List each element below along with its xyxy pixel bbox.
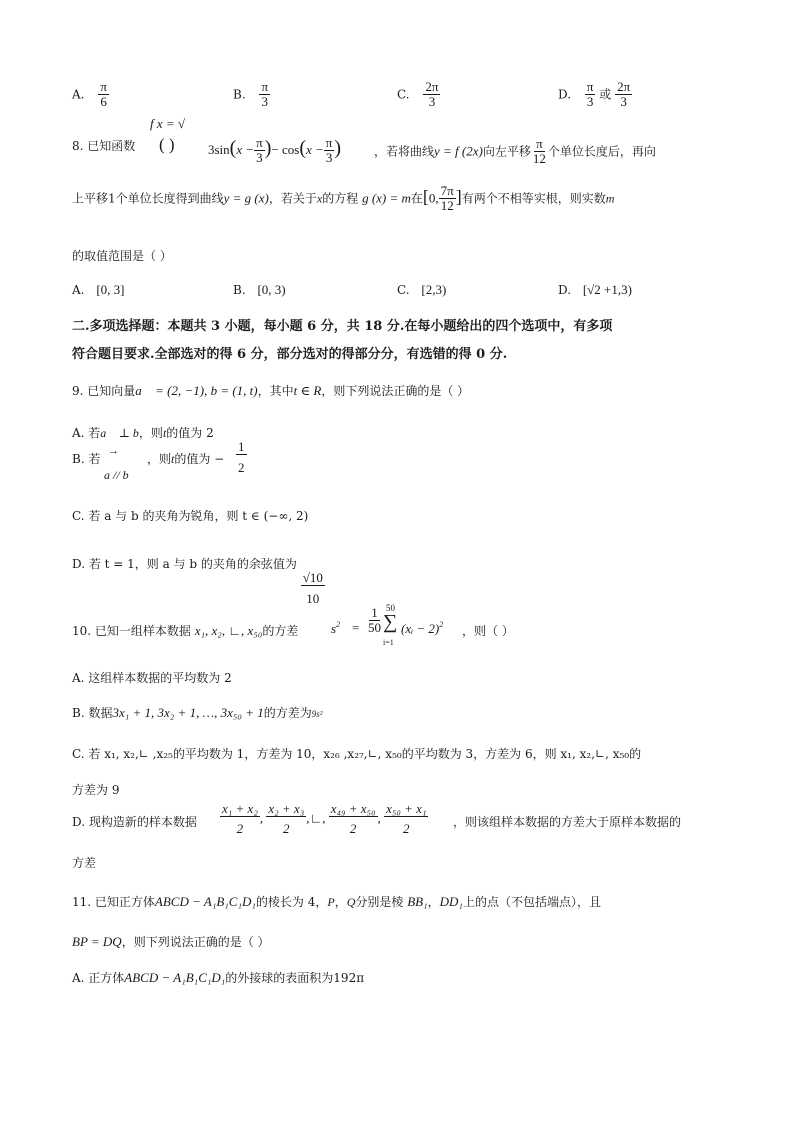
fraction (439, 184, 456, 214)
option-letter: C. (397, 87, 410, 102)
option-value: [√2 +1,3) (582, 282, 632, 297)
text: 分别是棱 (355, 895, 404, 909)
q8-line3: 的取值范围是（ ） (72, 249, 172, 263)
option-letter: D. (558, 87, 572, 102)
text: ，则 (138, 426, 163, 440)
fraction-denominator: 3 (256, 150, 263, 166)
fraction-denominator: 3 (325, 150, 333, 166)
func-lhs: f x = √ (150, 116, 186, 131)
three-sin: 3sin (208, 141, 230, 157)
separator: , (306, 810, 310, 826)
fraction-numerator: 2π (617, 79, 631, 94)
fraction-denominator: 2 (403, 821, 410, 837)
sum-term: (xᵢ − 2) (401, 621, 440, 636)
q11-option-a (72, 969, 364, 986)
fraction-denominator: 2 (236, 821, 244, 837)
fraction (259, 80, 270, 110)
option-letter: A. (72, 87, 85, 102)
fraction (531, 137, 548, 167)
q7-option-b (233, 80, 270, 110)
q10-option-c-line2: 方差为 9 (72, 783, 120, 797)
fraction-numerator: x₁ + x₂ (222, 801, 258, 816)
option-value: [0, 3] (96, 282, 125, 297)
fraction-denominator: 3 (586, 94, 594, 110)
q11-line2 (72, 933, 270, 950)
s-squared (331, 620, 340, 637)
section-heading-line2: 符合题目要求.全部选对的得 6 分，部分选对的得部分分，有选错的得 0 分. (72, 347, 508, 362)
question-intro: 已知函数 (87, 139, 136, 153)
vector-arrow: → (108, 445, 119, 457)
sum-lower: i=1 (383, 638, 394, 647)
variable: m (605, 191, 615, 206)
text: ， (334, 895, 347, 909)
fraction-denominator: 12 (532, 151, 546, 167)
ellipsis: ∟ (309, 810, 323, 826)
equation: g (x) = m (362, 190, 411, 206)
text: ，若关于 (268, 191, 317, 206)
fraction-numerator: 1 (238, 439, 245, 454)
text: 个单位长度后，再向 (547, 144, 656, 159)
vector-defs: a⃗ = (2, −1), b = (1, t) (135, 383, 258, 398)
text: 向左平移 (482, 144, 531, 159)
text: 的外接球的表面积为192π (225, 971, 365, 985)
fraction (585, 80, 596, 110)
q11-line1 (72, 893, 601, 910)
question-number: 8. (72, 139, 84, 153)
q7-option-d (558, 80, 632, 110)
q8-option-d (558, 282, 632, 298)
exponent: 2 (336, 620, 341, 629)
text: ，则下列说法正确的是（ ） (321, 384, 470, 398)
fraction-denominator: 2 (283, 821, 290, 837)
fraction (329, 802, 378, 837)
func-parens: ( ) (159, 135, 175, 154)
fraction-denominator: 50 (368, 620, 381, 636)
option-value: [0, 3) (257, 282, 286, 297)
fraction (98, 80, 109, 110)
q8-option-c (397, 282, 446, 298)
text: B. 数据 (72, 706, 113, 720)
equals: = (352, 620, 360, 635)
fraction (384, 802, 428, 837)
q10-option-d-line2: 方差 (72, 856, 97, 870)
text: ，则 (147, 452, 172, 466)
separator: , (377, 810, 381, 826)
fraction-denominator: 3 (261, 94, 268, 110)
fraction-denominator: 3 (620, 94, 627, 110)
text: 有两个不相等实根，则实数 (461, 191, 606, 206)
q9-option-c: C. 若 a 与 b 的夹角为锐角，则 t ∈ (−∞, 2) (72, 509, 309, 523)
q8-option-b (233, 282, 286, 298)
edge-bb1: BB₁ (407, 894, 428, 909)
text: 9. 已知向量 (72, 384, 136, 398)
q10-option-d-end: ，则该组样本数据的方差大于原样本数据的 (453, 815, 682, 829)
separator: , (259, 810, 264, 826)
fraction-numerator: x₄₉ + x₅₀ (330, 801, 376, 816)
variable: x (316, 191, 323, 206)
q10-option-d-fracs (220, 802, 428, 837)
fraction-numerator: π (586, 79, 594, 94)
or-connector: 或 (599, 87, 612, 102)
q10-option-c-line1: C. 若 x₁, x₂,∟ ,x₂₅的平均数为 1，方差为 10，x₂₆ ,x₂₇,∟, x₅₀的平均数为 3，方差为 6，则 x₁, x₂,∟, x₅₀的 (72, 747, 642, 761)
text: 的棱长为 4， (255, 895, 328, 909)
q9-stem (72, 382, 469, 399)
text: ， (427, 895, 440, 909)
variable: t (162, 426, 167, 440)
q8-option-a (72, 282, 124, 298)
point-p: P (327, 895, 335, 909)
fraction (236, 440, 247, 476)
text: 上平移1个单位长度得到曲线 (72, 191, 224, 206)
fraction-numerator: √10 (302, 570, 323, 585)
text: B. 若 (72, 452, 101, 466)
fraction-numerator: x₂ + x₃ (268, 801, 305, 816)
text: ，其中 (257, 384, 294, 398)
inner-x-2: x − (305, 141, 324, 157)
s-symbol: s (331, 621, 337, 636)
text: A. 若 (72, 426, 101, 440)
q7-option-a (72, 80, 109, 110)
fraction-denominator: 10 (306, 591, 320, 607)
fraction (266, 802, 306, 837)
text: 的值为 2 (166, 426, 214, 440)
option-value: [2,3) (421, 282, 447, 297)
sum-body (401, 620, 443, 637)
fraction-numerator: 2π (425, 79, 439, 94)
data-list: x₁, x₂, ∟, x₅₀ (194, 623, 263, 638)
text: 的方差 (262, 624, 299, 638)
text: 的方程 (322, 191, 359, 206)
func-body: 3sin(x − $\frac{\pi}{3}$ )− cos(x − $\frac{\pi}{3}$ ) (208, 135, 342, 166)
cube-name: ABCD − A₁B₁C₁D₁ (154, 894, 256, 909)
fraction-denominator: 2 (349, 821, 357, 837)
fraction (254, 136, 265, 166)
fraction-denominator: 6 (100, 94, 107, 110)
inner-x: x − (236, 141, 255, 157)
text: ，若将曲线 (374, 144, 435, 159)
text: 的方差为 (263, 706, 312, 720)
q10-option-b (72, 704, 322, 721)
text: A. 正方体 (72, 971, 125, 985)
separator: , (322, 810, 326, 826)
fraction (220, 802, 260, 837)
fraction (423, 80, 440, 110)
math: 3x₁ + 1, 3x₂ + 1, …, 3x₅₀ + 1 (112, 705, 264, 720)
q10-option-d-prefix: D. 现构造新的样本数据 (72, 815, 197, 829)
math-value: 9s² (311, 709, 323, 719)
edge-dd1: DD₁ (439, 894, 463, 909)
q8-line2: 上平移1个单位长度得到曲线y = g (x)，若关于x的方程 g (x) = m在[0, $\frac{7\pi}{12}$ ]有两个不相等实根，则实数m (72, 183, 615, 214)
exponent: 2 (439, 620, 444, 629)
fraction-numerator: x₅₀ + x₁ (386, 801, 427, 816)
q7-option-c (397, 80, 440, 110)
parallel-math: a // b (104, 468, 129, 482)
sum-upper: 50 (386, 603, 395, 613)
fraction (366, 606, 383, 636)
text: 11. 已知正方体 (72, 895, 155, 909)
text: 上的点（不包括端点），且 (462, 895, 601, 909)
curve-formula: y = f (2x) (434, 143, 483, 159)
point-q: Q (346, 895, 356, 909)
option-letter: B. (233, 283, 246, 297)
fraction-numerator: π (100, 79, 107, 94)
text: 的值为 − (174, 452, 225, 466)
q8-intro (72, 137, 135, 154)
sum-symbol: ∑ (383, 611, 398, 633)
q9-option-a (72, 424, 214, 441)
q9-option-d (72, 555, 325, 607)
minus-cos: − cos (271, 141, 300, 157)
fraction-denominator: 2 (238, 460, 245, 476)
text: D. 若 t = 1，则 a 与 b 的夹角的余弦值为 (72, 557, 297, 571)
text: 10. 已知一组样本数据 (72, 624, 191, 638)
cube-name: ABCD − A₁B₁C₁D₁ (124, 970, 226, 985)
q9-option-b-rest (147, 450, 224, 467)
fraction-denominator: 3 (428, 94, 436, 110)
q8-line1-rest (374, 137, 656, 167)
condition: t ∈ R (293, 383, 322, 398)
text: ，则下列说法正确的是（ ） (121, 935, 270, 949)
q10-stem-end: ，则（ ） (462, 624, 514, 638)
math: a⃗ ⊥ b (100, 426, 139, 440)
option-letter: C. (397, 283, 410, 297)
text: 在 (410, 191, 423, 206)
fraction (615, 80, 632, 110)
fraction (324, 136, 335, 166)
section-heading-line1: 二.多项选择题：本题共 3 小题，每小题 6 分，共 18 分.在每小题给出的四个选项中，有多项 (72, 319, 613, 334)
variable: t (171, 452, 175, 466)
q10-option-a: A. 这组样本数据的平均数为 2 (72, 671, 232, 685)
fraction-numerator: 1 (371, 605, 378, 620)
gx-formula: y = g (x) (223, 190, 269, 206)
fraction-denominator: 12 (440, 198, 454, 214)
option-letter: A. (72, 283, 85, 297)
option-letter: B. (233, 87, 246, 102)
fraction-numerator: π (536, 136, 543, 151)
math: BP = DQ (72, 934, 122, 949)
interval-left: 0, (428, 190, 439, 206)
fraction-numerator: π (261, 79, 269, 94)
fraction (301, 571, 325, 607)
fraction-numerator: π (325, 135, 333, 150)
fraction-numerator: 7π (440, 183, 454, 198)
option-letter: D. (558, 283, 572, 297)
q10-stem (72, 622, 298, 639)
fraction-numerator: π (256, 135, 263, 150)
q9-option-b (72, 450, 100, 467)
